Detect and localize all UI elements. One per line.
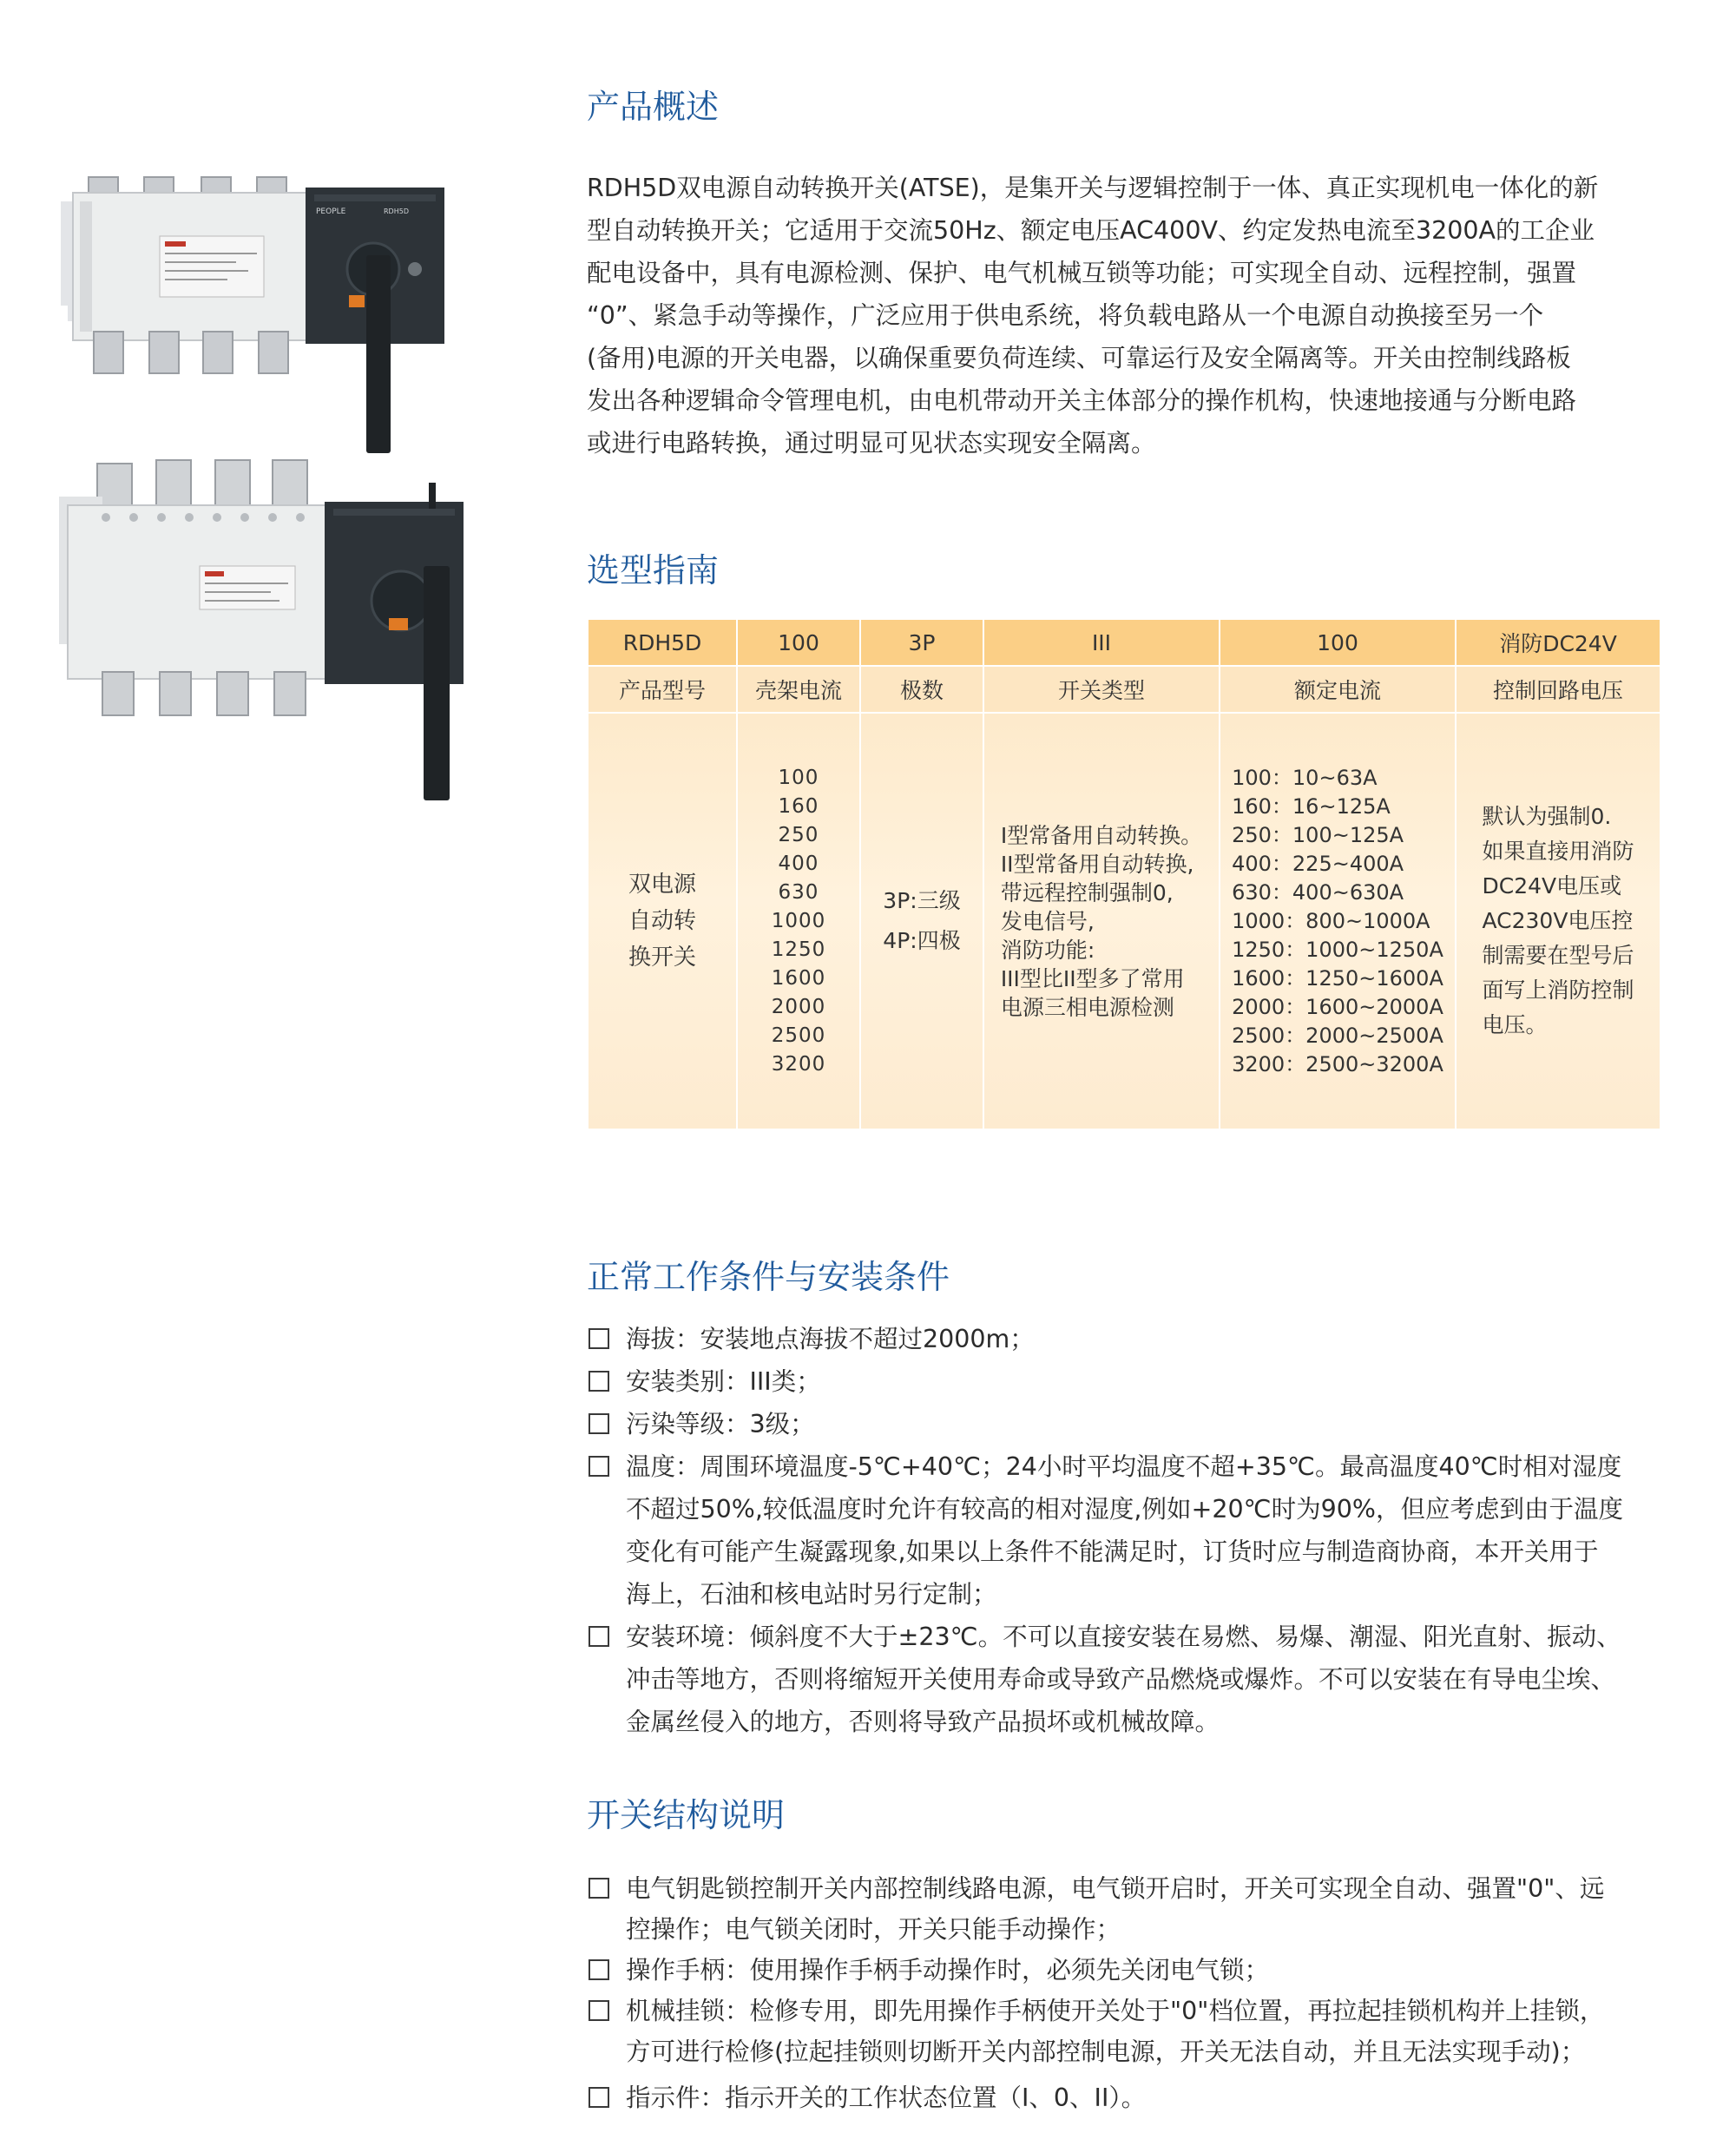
header-switch-type: 开关类型 (983, 666, 1220, 713)
switch-type-line: I型常备用自动转换。 (1000, 822, 1203, 848)
control-voltage-cell (1456, 713, 1660, 1129)
overview-line: (备用)电源的开关电器，以确保重要负荷连续、可靠运行及安全隔离等。开关由控制线路板 (587, 344, 1571, 372)
list-item-text: 指示件：指示开关的工作状态位置（I、0、II）。 (626, 2083, 1147, 2112)
shell-current-value: 1600 (771, 966, 826, 990)
rated-current-line: 3200：2500~3200A (1232, 1051, 1443, 1076)
rated-current-line: 1000：800~1000A (1232, 908, 1430, 933)
product-name-line: 换开关 (628, 945, 696, 971)
list-item-text: 不超过50%,较低温度时允许有较高的相对湿度,例如+20℃时为90%，但应考虑到由于温度 (626, 1495, 1623, 1524)
checkbox-square-icon (589, 1959, 609, 1980)
product-name-line: 双电源 (628, 872, 696, 898)
shell-current-value: 160 (778, 794, 819, 818)
brand-text: PEOPLE (316, 207, 346, 216)
overview-title: 产品概述 (587, 88, 720, 126)
example-shell-current: 100 (737, 619, 860, 666)
checkbox-square-icon (589, 1328, 609, 1349)
switch-type-line: III型比II型多了常用 (1000, 965, 1185, 991)
rated-current-line: 100：10~63A (1232, 765, 1378, 790)
example-poles: 3P (860, 619, 983, 666)
control-voltage-line: 如果直接用消防 (1482, 839, 1634, 864)
example-control-voltage: 消防DC24V (1456, 619, 1660, 666)
list-item-text: 操作手柄：使用操作手柄手动操作时，必须先关闭电气锁； (626, 1956, 1270, 1985)
shell-current-cell (737, 713, 860, 1129)
product-name-cell (588, 713, 737, 1129)
rated-current-line: 400：225~400A (1232, 851, 1404, 876)
rated-current-line: 2000：1600~2000A (1232, 994, 1443, 1019)
rated-current-line: 2500：2000~2500A (1232, 1023, 1443, 1048)
atse-switch-image-upper (54, 167, 462, 462)
checkbox-square-icon (589, 1626, 609, 1647)
checkbox-square-icon (589, 1456, 609, 1477)
overview-line: “0”、紧急手动等操作，广泛应用于供电系统，将负载电路从一个电源自动换接至另一个 (587, 301, 1544, 330)
checkbox-square-icon (589, 1878, 609, 1899)
rated-current-line: 630：400~630A (1232, 879, 1404, 905)
shell-current-value: 2000 (771, 995, 826, 1018)
shell-current-value: 3200 (771, 1052, 826, 1076)
overview-paragraph (587, 167, 1663, 464)
shell-current-value: 1000 (771, 909, 826, 932)
example-rated-current: 100 (1220, 619, 1456, 666)
shell-current-value: 2500 (771, 1024, 826, 1047)
list-item-text: 污染等级：3级； (626, 1410, 815, 1438)
list-item (587, 1445, 1680, 1616)
list-item-text: 控操作；电气锁关闭时，开关只能手动操作； (626, 1915, 1121, 1944)
list-item (587, 1991, 1680, 2072)
checkbox-square-icon (589, 1413, 609, 1434)
list-item-text: 安装环境：倾斜度不大于±23℃。不可以直接安装在易燃、易爆、潮湿、阳光直射、振动、 (626, 1623, 1621, 1651)
header-poles: 极数 (860, 666, 983, 713)
example-model: RDH5D (588, 619, 737, 666)
control-voltage-line: 制需要在型号后 (1482, 943, 1634, 968)
header-rated-current: 额定电流 (1220, 666, 1456, 713)
switch-type-line: 电源三相电源检测 (1000, 994, 1174, 1020)
header-model: 产品型号 (588, 666, 737, 713)
switch-type-line: II型常备用自动转换, (1000, 851, 1194, 877)
list-item-text: 金属丝侵入的地方，否则将导致产品损坏或机械故障。 (626, 1708, 1220, 1736)
rated-current-line: 250：100~125A (1232, 822, 1404, 847)
control-voltage-line: AC230V电压控 (1482, 908, 1634, 933)
control-voltage-line: 电压。 (1482, 1012, 1548, 1037)
overview-line: RDH5D双电源自动转换开关(ATSE)，是集开关与逻辑控制于一体、真正实现机电一体化的新 (587, 174, 1599, 202)
shell-current-value: 250 (778, 823, 819, 846)
list-item-text: 电气钥匙锁控制开关内部控制线路电源，电气锁开启时，开关可实现全自动、强置"0"、远 (626, 1874, 1605, 1903)
structure-title: 开关结构说明 (587, 1796, 786, 1834)
overview-line: 发出各种逻辑命令管理电机，由电机带动开关主体部分的操作机构，快速地接通与分断电路 (587, 386, 1577, 415)
header-control-voltage: 控制回路电压 (1456, 666, 1660, 713)
control-voltage-line: 面写上消防控制 (1482, 978, 1634, 1003)
checkbox-square-icon (589, 2000, 609, 2021)
list-item (587, 1616, 1680, 1743)
rated-current-line: 1250：1000~1250A (1232, 937, 1443, 962)
list-item-text: 变化有可能产生凝露现象,如果以上条件不能满足时，订货时应与制造商协商，本开关用于 (626, 1537, 1599, 1566)
switch-type-line: 发电信号, (1000, 908, 1095, 934)
switch-type-line: 带远程控制强制0, (1000, 879, 1174, 905)
structure-list (587, 1868, 1680, 2118)
poles-cell (860, 713, 983, 1129)
list-item-text: 冲击等地方，否则将缩短开关使用寿命或导致产品燃烧或爆炸。不可以安装在有导电尘埃、 (626, 1665, 1616, 1694)
header-row (588, 666, 1660, 713)
example-model-row (588, 619, 1660, 666)
overview-line: 型自动转换开关；它适用于交流50Hz、额定电压AC400V、约定发热电流至3200A的工企业 (587, 216, 1595, 245)
list-item-text: 机械挂锁：检修专用，即先用操作手柄使开关处于"0"档位置，再拉起挂锁机构并上挂锁， (626, 1997, 1605, 2025)
overview-line: 或进行电路转换，通过明显可见状态实现安全隔离。 (587, 429, 1156, 458)
rated-current-cell (1220, 713, 1456, 1129)
list-item (587, 1318, 1680, 1360)
rated-current-line: 160：16~125A (1232, 793, 1391, 819)
switch-type-cell (983, 713, 1220, 1129)
rated-current-line: 1600：1250~1600A (1232, 965, 1443, 991)
selection-title: 选型指南 (587, 551, 720, 589)
list-item (587, 1950, 1680, 1991)
list-item-text: 海拔：安装地点海拔不超过2000m； (626, 1325, 1035, 1353)
list-item-text: 方可进行检修(拉起挂锁则切断开关内部控制电源，开关无法自动，并且无法实现手动)； (626, 2037, 1586, 2066)
list-item-text: 温度：周围环境温度-5℃+40℃；24小时平均温度不超+35℃。最高温度40℃时相对湿度 (626, 1452, 1622, 1481)
product-name-line: 自动转 (628, 908, 696, 934)
conditions-title: 正常工作条件与安装条件 (587, 1258, 950, 1296)
pole-option: 4P:四极 (883, 928, 961, 953)
list-item (587, 2077, 1680, 2118)
checkbox-square-icon (589, 2087, 609, 2108)
overview-line: 配电设备中，具有电源检测、保护、电气机械互锁等功能；可实现全自动、远程控制，强置 (587, 259, 1577, 287)
shell-current-value: 630 (778, 880, 819, 904)
conditions-list (587, 1318, 1680, 1743)
checkbox-square-icon (589, 1371, 609, 1392)
list-item (587, 1360, 1680, 1403)
list-item (587, 1868, 1680, 1950)
model-text: RDH5D (384, 207, 409, 215)
list-item-text: 安装类别：III类； (626, 1367, 821, 1396)
control-voltage-line: 默认为强制0. (1482, 804, 1612, 829)
list-item (587, 1403, 1680, 1445)
control-voltage-line: DC24V电压或 (1482, 873, 1622, 899)
list-item-text: 海上，石油和核电站时另行定制； (626, 1580, 997, 1609)
shell-current-value: 100 (778, 766, 819, 789)
example-switch-type: III (983, 619, 1220, 666)
detail-row (588, 713, 1660, 1129)
header-shell-current: 壳架电流 (737, 666, 860, 713)
shell-current-value: 400 (778, 852, 819, 875)
pole-option: 3P:三级 (883, 888, 961, 913)
selection-table (587, 618, 1661, 1130)
atse-switch-image-lower (54, 444, 488, 800)
switch-type-line: 消防功能: (1000, 937, 1095, 963)
shell-current-value: 1250 (771, 938, 826, 961)
